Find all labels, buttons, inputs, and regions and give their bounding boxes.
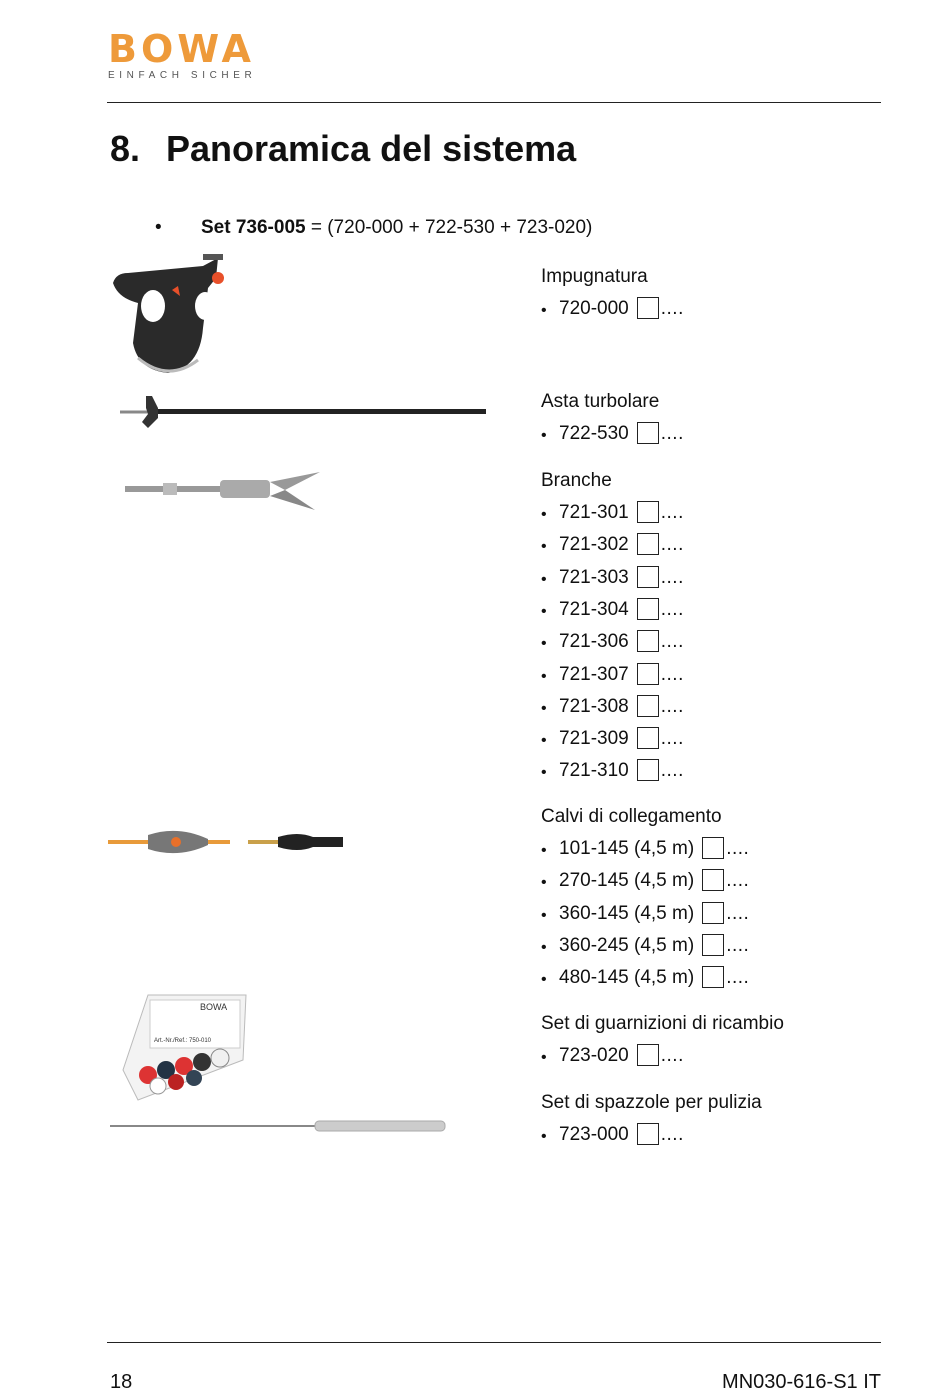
bullet: •	[541, 427, 547, 444]
list-item	[541, 298, 684, 320]
quantity-dots: ....	[660, 760, 684, 782]
list-item	[541, 760, 684, 782]
logo-wordmark: BOWA	[108, 27, 255, 71]
item-code: 721-308	[559, 695, 629, 717]
quantity-dots: ....	[660, 598, 684, 620]
item-code: 270-145 (4,5 m)	[559, 870, 695, 892]
quantity-dots: ....	[726, 934, 750, 956]
bullet: •	[541, 602, 547, 620]
list-item	[541, 967, 749, 989]
list-item	[541, 534, 684, 556]
order-checkbox[interactable]	[637, 501, 659, 523]
group-title: Set di spazzole per pulizia	[541, 1092, 762, 1113]
bullet: •	[541, 732, 547, 750]
item-code: 721-301	[559, 502, 629, 523]
quantity-dots: ....	[660, 1124, 684, 1145]
quantity-dots: ....	[660, 298, 684, 319]
order-checkbox[interactable]	[702, 966, 724, 988]
group-title: Branche	[541, 470, 612, 491]
handle-illustration	[108, 248, 238, 383]
section-number: 8.	[110, 128, 141, 169]
order-checkbox[interactable]	[637, 759, 659, 781]
order-checkbox[interactable]	[637, 422, 659, 444]
quantity-dots: ....	[660, 502, 684, 523]
list-item	[541, 631, 684, 653]
list-item	[541, 502, 684, 524]
list-item	[541, 1045, 684, 1067]
section-heading	[110, 128, 576, 170]
order-checkbox[interactable]	[637, 630, 659, 652]
group-title: Set di guarnizioni di ricambio	[541, 1013, 784, 1034]
order-checkbox[interactable]	[637, 566, 659, 588]
set-line	[155, 217, 592, 239]
set-label: Set 736-005	[201, 217, 306, 238]
bullet: •	[541, 874, 547, 892]
item-code: 721-310	[559, 760, 629, 782]
group-title: Asta turbolare	[541, 391, 660, 412]
logo-tagline: EINFACH SICHER	[108, 70, 257, 81]
cable-illustration	[108, 825, 348, 859]
order-checkbox[interactable]	[637, 1044, 659, 1066]
order-checkbox[interactable]	[702, 837, 724, 859]
item-code: 723-020	[559, 1045, 629, 1066]
order-checkbox[interactable]	[637, 1123, 659, 1145]
bullet: •	[541, 570, 547, 588]
order-checkbox[interactable]	[637, 598, 659, 620]
item-code: 722-530	[559, 423, 629, 444]
bowa-logo	[108, 27, 257, 81]
quantity-dots: ....	[660, 423, 684, 444]
item-code: 721-304	[559, 598, 629, 620]
order-checkbox[interactable]	[637, 297, 659, 319]
header-divider	[107, 102, 881, 103]
bullet: •	[541, 764, 547, 782]
bullet: •	[541, 538, 547, 556]
footer-divider	[107, 1342, 881, 1343]
list-item	[541, 838, 749, 860]
box-brand-label: BOWA	[200, 1002, 228, 1012]
item-code: 720-000	[559, 298, 629, 319]
order-checkbox[interactable]	[702, 869, 724, 891]
bullet: •	[541, 842, 547, 859]
list-item	[541, 1124, 684, 1146]
order-checkbox[interactable]	[702, 934, 724, 956]
item-code: 360-245 (4,5 m)	[559, 934, 695, 956]
quantity-dots: ....	[726, 902, 750, 924]
quantity-dots: ....	[660, 566, 684, 588]
order-checkbox[interactable]	[637, 663, 659, 685]
bullet: •	[541, 506, 547, 523]
bullet: •	[541, 667, 547, 685]
quantity-dots: ....	[660, 695, 684, 717]
bullet: •	[541, 971, 547, 989]
bullet: •	[541, 699, 547, 717]
list-item	[541, 423, 684, 445]
item-code: 721-302	[559, 534, 629, 556]
bullet: •	[541, 1049, 547, 1066]
order-checkbox[interactable]	[637, 533, 659, 555]
box-article-label: Art.-Nr./Ref.: 750-010	[154, 1038, 212, 1044]
gasket-set-illustration	[118, 990, 248, 1105]
bullet: •	[155, 217, 162, 238]
item-code: 721-307	[559, 663, 629, 685]
bullet: •	[541, 906, 547, 924]
list-item	[541, 935, 749, 957]
quantity-dots: ....	[726, 838, 750, 859]
order-checkbox[interactable]	[702, 902, 724, 924]
quantity-dots: ....	[660, 631, 684, 653]
item-code: 721-309	[559, 728, 629, 750]
item-code: 101-145 (4,5 m)	[559, 838, 695, 859]
order-checkbox[interactable]	[637, 695, 659, 717]
item-code: 721-306	[559, 631, 629, 653]
list-item	[541, 599, 684, 621]
list-item	[541, 567, 684, 589]
list-item	[541, 728, 684, 750]
bullet: •	[541, 938, 547, 956]
quantity-dots: ....	[660, 728, 684, 750]
set-components: = (720-000 + 722-530 + 723-020)	[305, 217, 593, 238]
list-item	[541, 903, 749, 925]
group-title: Impugnatura	[541, 266, 648, 287]
list-item	[541, 664, 684, 686]
bullet: •	[541, 635, 547, 653]
shaft-illustration	[118, 392, 490, 432]
list-item	[541, 870, 749, 892]
item-code: 723-000	[559, 1124, 629, 1145]
section-title: Panoramica del sistema	[166, 128, 577, 169]
bullet: •	[541, 1128, 547, 1145]
quantity-dots: ....	[726, 870, 750, 892]
quantity-dots: ....	[726, 967, 750, 989]
document-code: MN030-616-S1 IT	[722, 1371, 881, 1393]
quantity-dots: ....	[660, 663, 684, 685]
group-title: Calvi di collegamento	[541, 806, 722, 827]
jaw-insert-illustration	[125, 468, 325, 513]
brush-illustration	[110, 1118, 450, 1134]
quantity-dots: ....	[660, 1045, 684, 1066]
item-code: 480-145 (4,5 m)	[559, 967, 695, 989]
item-code: 360-145 (4,5 m)	[559, 902, 695, 924]
bullet: •	[541, 302, 547, 319]
list-item	[541, 696, 684, 718]
page-number: 18	[110, 1371, 133, 1393]
quantity-dots: ....	[660, 534, 684, 556]
item-code: 721-303	[559, 566, 629, 588]
order-checkbox[interactable]	[637, 727, 659, 749]
